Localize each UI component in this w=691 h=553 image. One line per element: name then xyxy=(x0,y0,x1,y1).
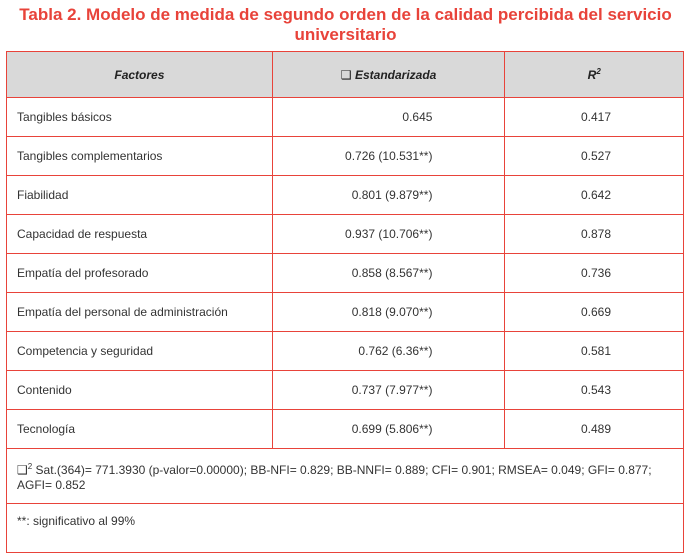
r2-cell: 0.669 xyxy=(505,293,684,332)
table-row xyxy=(7,332,684,371)
table-row xyxy=(7,98,684,137)
significance-row xyxy=(7,504,684,553)
estandarizada-cell: 0.645 xyxy=(272,98,505,137)
estandarizada-cell: 0.937 (10.706**) xyxy=(272,215,505,254)
factor-cell: Empatía del personal de administración xyxy=(7,293,273,332)
factor-cell: Competencia y seguridad xyxy=(7,332,273,371)
table-row xyxy=(7,215,684,254)
table-row xyxy=(7,371,684,410)
header-r2-base: R xyxy=(587,68,597,82)
fit-indices-row xyxy=(7,449,684,504)
factor-cell: Tangibles básicos xyxy=(7,98,273,137)
table-title xyxy=(0,5,691,45)
fit-prefix: ❑ xyxy=(17,463,28,477)
estandarizada-cell: 0.762 (6.36**) xyxy=(272,332,505,371)
table-row xyxy=(7,293,684,332)
table-row xyxy=(7,254,684,293)
r2-cell: 0.489 xyxy=(505,410,684,449)
r2-cell: 0.878 xyxy=(505,215,684,254)
table-header-row xyxy=(7,52,684,98)
factor-cell: Tecnología xyxy=(7,410,273,449)
r2-cell: 0.417 xyxy=(505,98,684,137)
estandarizada-cell: 0.699 (5.806**) xyxy=(272,410,505,449)
header-estandarizada: ❑ Estandarizada xyxy=(272,52,505,98)
r2-cell: 0.581 xyxy=(505,332,684,371)
fit-sup: 2 xyxy=(27,462,33,471)
table-title-line2: universitario xyxy=(294,25,397,44)
estandarizada-cell: 0.858 (8.567**) xyxy=(272,254,505,293)
fit-indices-note xyxy=(7,449,684,504)
factor-cell: Tangibles complementarios xyxy=(7,137,273,176)
fit-line1: Sat.(364)= 771.3930 (p-valor=0.00000); BB-NFI= 0.829; BB-NNFI= 0.889; CFI= 0.901; RMSEA= 0.049; GFI= 0.877; xyxy=(32,463,652,477)
table-title-line1: Tabla 2. Modelo de medida de segundo orden de la calidad percibida del servicio xyxy=(19,5,672,24)
header-r2 xyxy=(505,52,684,98)
header-factores: Factores xyxy=(7,52,273,98)
table-row xyxy=(7,410,684,449)
estandarizada-cell: 0.737 (7.977**) xyxy=(272,371,505,410)
estandarizada-cell: 0.726 (10.531**) xyxy=(272,137,505,176)
estandarizada-cell: 0.818 (9.070**) xyxy=(272,293,505,332)
r2-cell: 0.527 xyxy=(505,137,684,176)
r2-cell: 0.736 xyxy=(505,254,684,293)
table-row xyxy=(7,137,684,176)
table-row xyxy=(7,176,684,215)
fit-line2: AGFI= 0.852 xyxy=(17,478,86,492)
header-r2-sup: 2 xyxy=(596,67,601,76)
factor-cell: Capacidad de respuesta xyxy=(7,215,273,254)
factor-cell: Contenido xyxy=(7,371,273,410)
factor-cell: Empatía del profesorado xyxy=(7,254,273,293)
r2-cell: 0.642 xyxy=(505,176,684,215)
results-table xyxy=(6,51,684,553)
significance-note: **: significativo al 99% xyxy=(7,504,684,553)
estandarizada-cell: 0.801 (9.879**) xyxy=(272,176,505,215)
factor-cell: Fiabilidad xyxy=(7,176,273,215)
r2-cell: 0.543 xyxy=(505,371,684,410)
